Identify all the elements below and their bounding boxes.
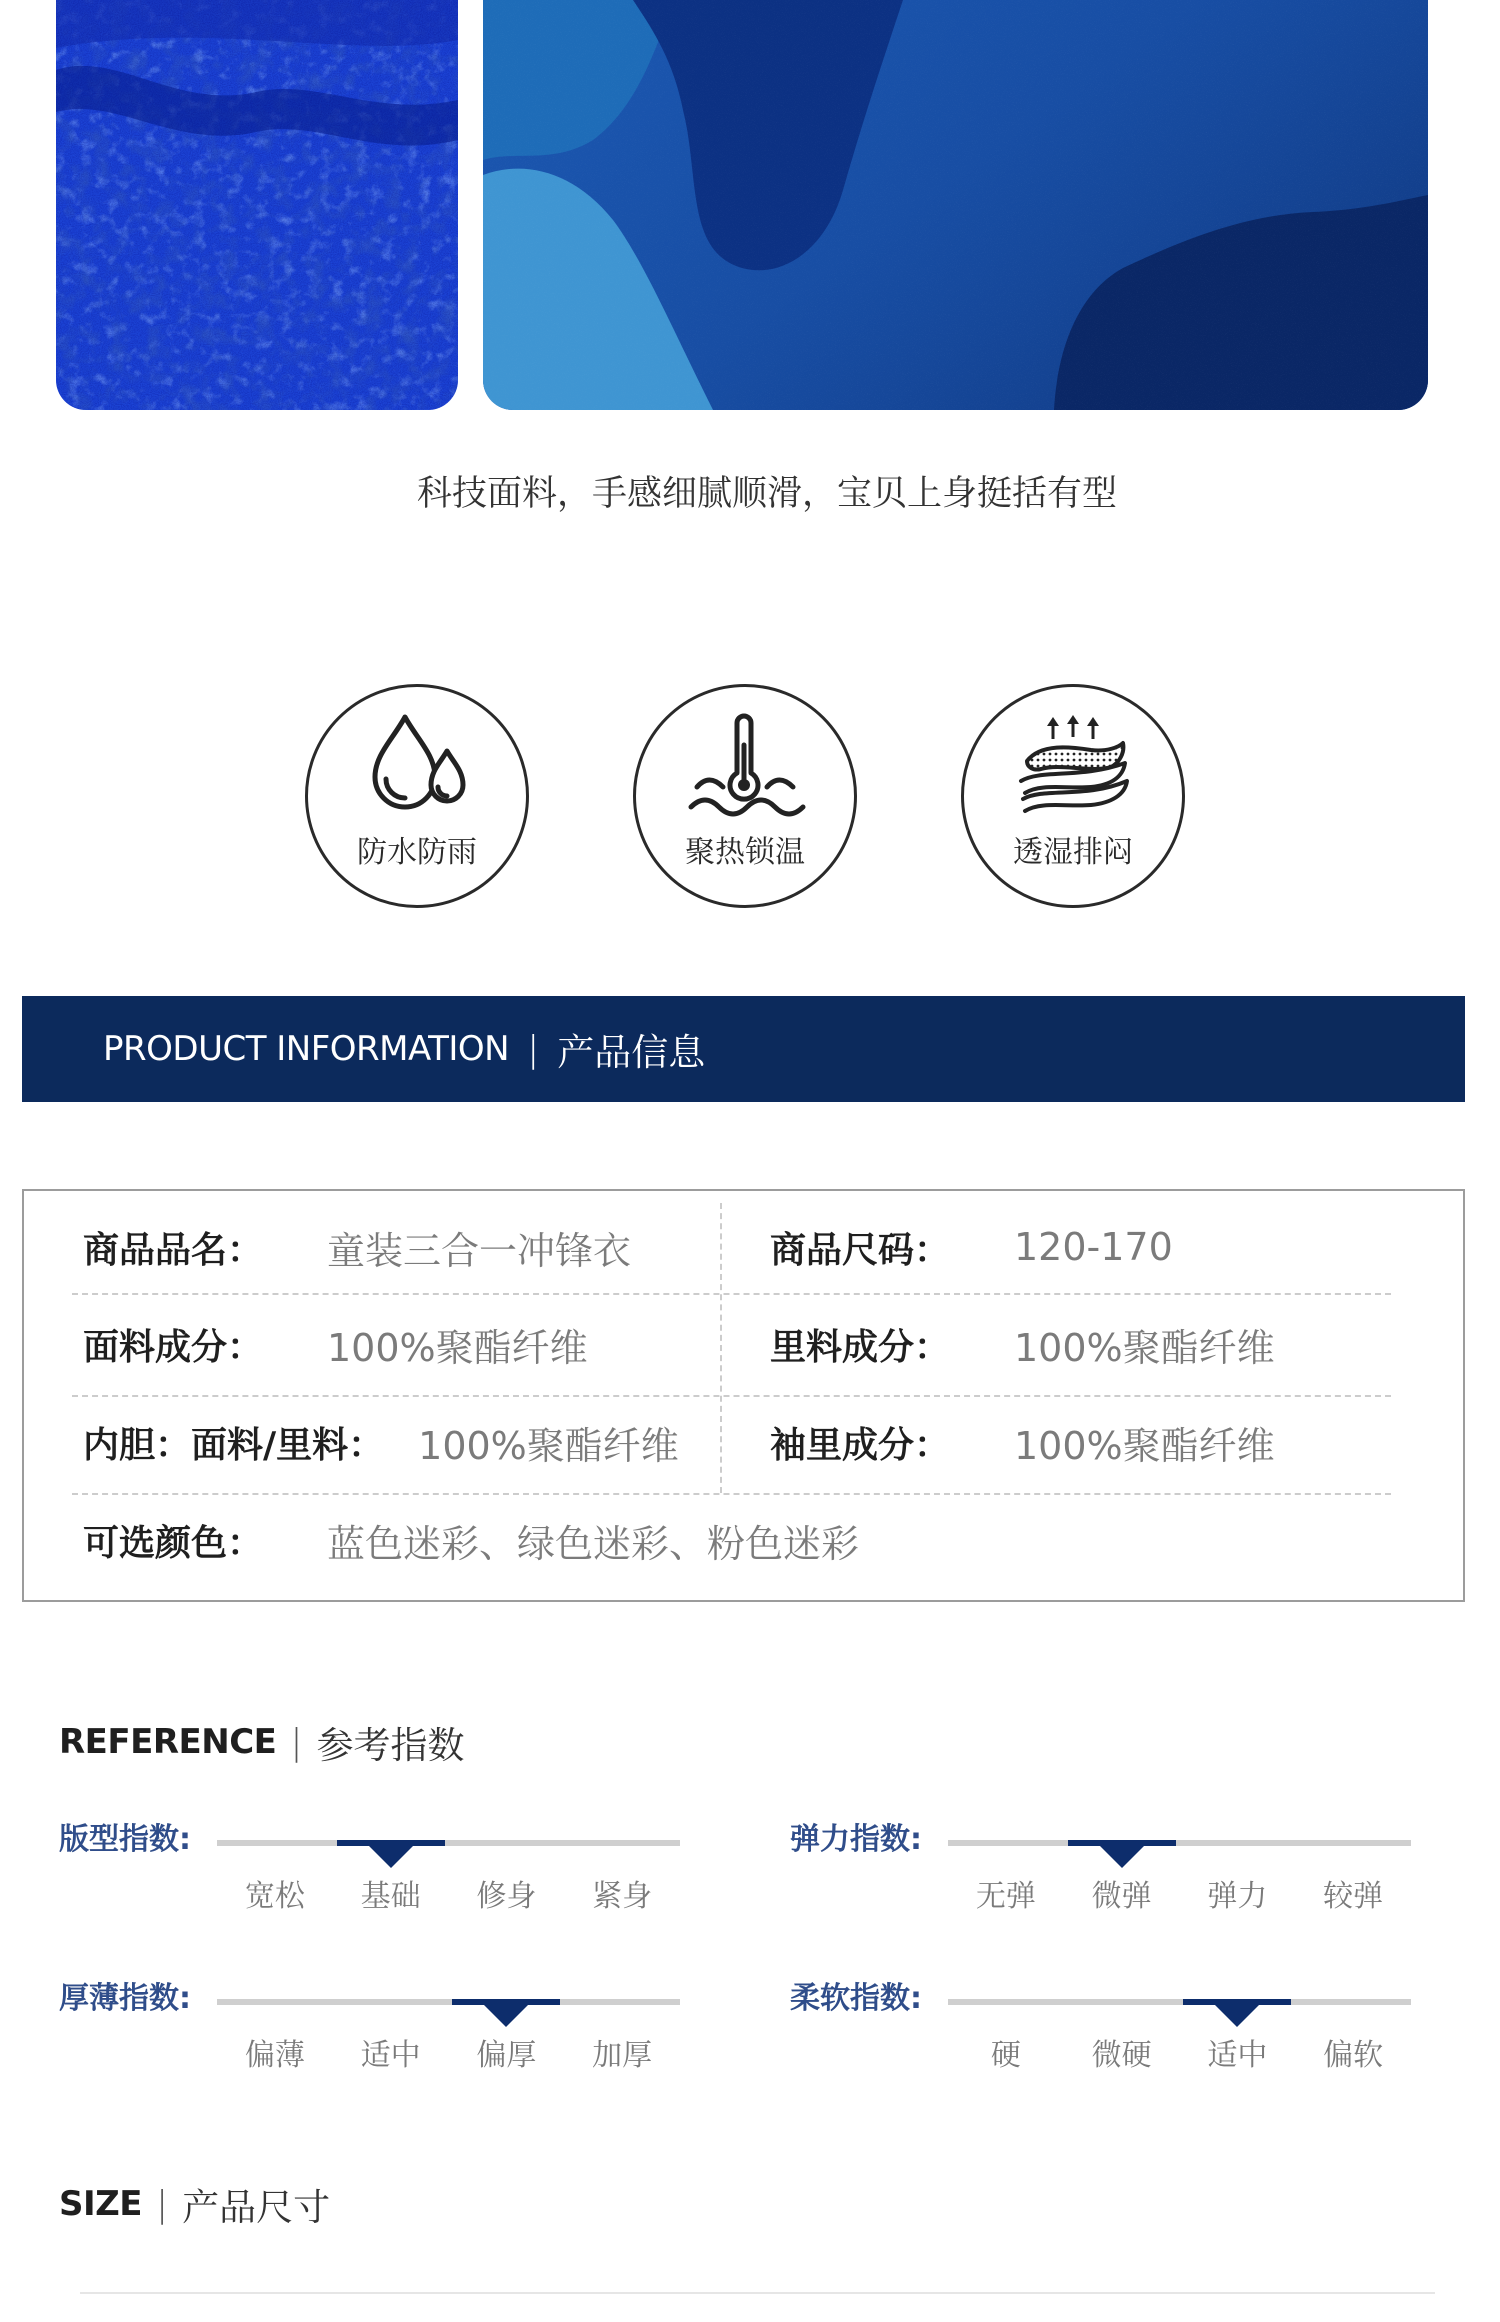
index-option: 适中 bbox=[1207, 2038, 1268, 2073]
index-option: 偏软 bbox=[1323, 2038, 1384, 2073]
reference-title-zh: 参考指数 bbox=[316, 1724, 465, 1767]
section-divider bbox=[80, 2292, 1435, 2294]
marker-pointer-icon bbox=[1215, 2005, 1259, 2027]
index-softness bbox=[790, 1959, 1411, 2079]
banner-title-zh: 产品信息 bbox=[557, 1031, 706, 1074]
marker-pointer-icon bbox=[369, 1846, 413, 1868]
feature-label: 聚热锁温 bbox=[685, 835, 805, 870]
camo-texture bbox=[483, 0, 1428, 410]
index-option: 加厚 bbox=[592, 2038, 653, 2073]
index-marker bbox=[452, 1999, 560, 2005]
size-separator: | bbox=[156, 2183, 169, 2225]
index-scale bbox=[217, 2038, 680, 2074]
index-marker bbox=[337, 1840, 445, 1846]
info-cell-size-range bbox=[770, 1217, 1173, 1277]
info-label: 袖里成分： bbox=[770, 1424, 951, 1466]
index-track bbox=[948, 1999, 1411, 2005]
info-value: 100%聚酯纤维 bbox=[1014, 1325, 1275, 1370]
index-track bbox=[217, 1999, 680, 2005]
info-row bbox=[24, 1412, 1463, 1472]
info-value: 蓝色迷彩、绿色迷彩、粉色迷彩 bbox=[327, 1521, 860, 1566]
info-cell-sleeve-lining bbox=[770, 1412, 1275, 1472]
info-value: 100%聚酯纤维 bbox=[1014, 1423, 1275, 1468]
index-scale bbox=[948, 2038, 1411, 2074]
fleece-lining-photo bbox=[56, 0, 458, 410]
index-option: 宽松 bbox=[244, 1879, 305, 1914]
size-heading bbox=[59, 2179, 330, 2229]
index-scale bbox=[948, 1879, 1411, 1915]
index-elasticity bbox=[790, 1800, 1411, 1920]
reference-heading bbox=[59, 1717, 465, 1767]
index-option: 紧身 bbox=[592, 1879, 653, 1914]
info-cell-product-name bbox=[83, 1217, 631, 1277]
info-value: 120-170 bbox=[1014, 1225, 1173, 1269]
fabric-caption: 科技面料，手感细腻顺滑，宝贝上身挺括有型 bbox=[416, 474, 1117, 514]
info-row bbox=[24, 1314, 1463, 1374]
index-label: 版型指数: bbox=[59, 1822, 191, 1857]
info-cell-outer-fabric bbox=[83, 1314, 588, 1374]
info-cell-inner-liner bbox=[83, 1412, 679, 1472]
thermometer-waves-icon bbox=[683, 709, 807, 821]
index-thickness bbox=[59, 1959, 680, 2079]
info-label: 里料成分： bbox=[770, 1326, 951, 1368]
size-title-zh: 产品尺寸 bbox=[182, 2186, 331, 2229]
breathable-layers-icon bbox=[1011, 709, 1135, 821]
row-divider bbox=[72, 1293, 1391, 1295]
feature-waterproof bbox=[305, 684, 529, 908]
index-track bbox=[217, 1840, 680, 1846]
product-info-table bbox=[22, 1189, 1465, 1602]
index-label: 厚薄指数: bbox=[59, 1981, 191, 2016]
info-cell-colors bbox=[83, 1510, 859, 1570]
row-divider bbox=[72, 1395, 1391, 1397]
index-option: 硬 bbox=[990, 2038, 1021, 2073]
index-track bbox=[948, 1840, 1411, 1846]
product-info-banner bbox=[22, 996, 1465, 1102]
camo-fabric-photo bbox=[483, 0, 1428, 410]
info-label: 商品品名： bbox=[83, 1229, 264, 1271]
banner-title-en: PRODUCT INFORMATION bbox=[103, 1029, 510, 1069]
info-value: 100%聚酯纤维 bbox=[418, 1423, 679, 1468]
feature-label: 防水防雨 bbox=[357, 835, 477, 870]
info-value: 童装三合一冲锋衣 bbox=[327, 1228, 632, 1273]
index-option: 偏厚 bbox=[476, 2038, 537, 2073]
feature-breathable bbox=[961, 684, 1185, 908]
row-divider bbox=[72, 1493, 1391, 1495]
index-option: 弹力 bbox=[1207, 1879, 1268, 1914]
marker-pointer-icon bbox=[1100, 1846, 1144, 1868]
water-drops-icon bbox=[355, 709, 479, 821]
banner-separator: | bbox=[527, 1028, 540, 1070]
index-option: 适中 bbox=[360, 2038, 421, 2073]
info-label: 面料成分： bbox=[83, 1326, 264, 1368]
info-label: 内胆：面料/里料： bbox=[83, 1424, 385, 1466]
index-marker bbox=[1068, 1840, 1176, 1846]
size-title-en: SIZE bbox=[59, 2184, 143, 2224]
index-option: 基础 bbox=[360, 1879, 421, 1914]
info-cell-lining-fabric bbox=[770, 1314, 1275, 1374]
info-label: 可选颜色： bbox=[83, 1522, 264, 1564]
reference-title-en: REFERENCE bbox=[59, 1722, 277, 1762]
marker-pointer-icon bbox=[484, 2005, 528, 2027]
reference-separator: | bbox=[290, 1721, 303, 1763]
index-option: 修身 bbox=[476, 1879, 537, 1914]
index-option: 较弹 bbox=[1323, 1879, 1384, 1914]
index-label: 柔软指数: bbox=[790, 1981, 922, 2016]
feature-heat-retention bbox=[633, 684, 857, 908]
info-row bbox=[24, 1510, 1463, 1570]
index-fit bbox=[59, 1800, 680, 1920]
index-option: 无弹 bbox=[975, 1879, 1036, 1914]
feature-label: 透湿排闷 bbox=[1013, 835, 1133, 870]
index-label: 弹力指数: bbox=[790, 1822, 922, 1857]
index-option: 微硬 bbox=[1091, 2038, 1152, 2073]
index-option: 微弹 bbox=[1091, 1879, 1152, 1914]
fleece-texture bbox=[56, 0, 458, 410]
index-scale bbox=[217, 1879, 680, 1915]
info-label: 商品尺码： bbox=[770, 1229, 951, 1271]
info-row bbox=[24, 1217, 1463, 1277]
index-marker bbox=[1183, 1999, 1291, 2005]
index-option: 偏薄 bbox=[244, 2038, 305, 2073]
info-value: 100%聚酯纤维 bbox=[327, 1325, 588, 1370]
